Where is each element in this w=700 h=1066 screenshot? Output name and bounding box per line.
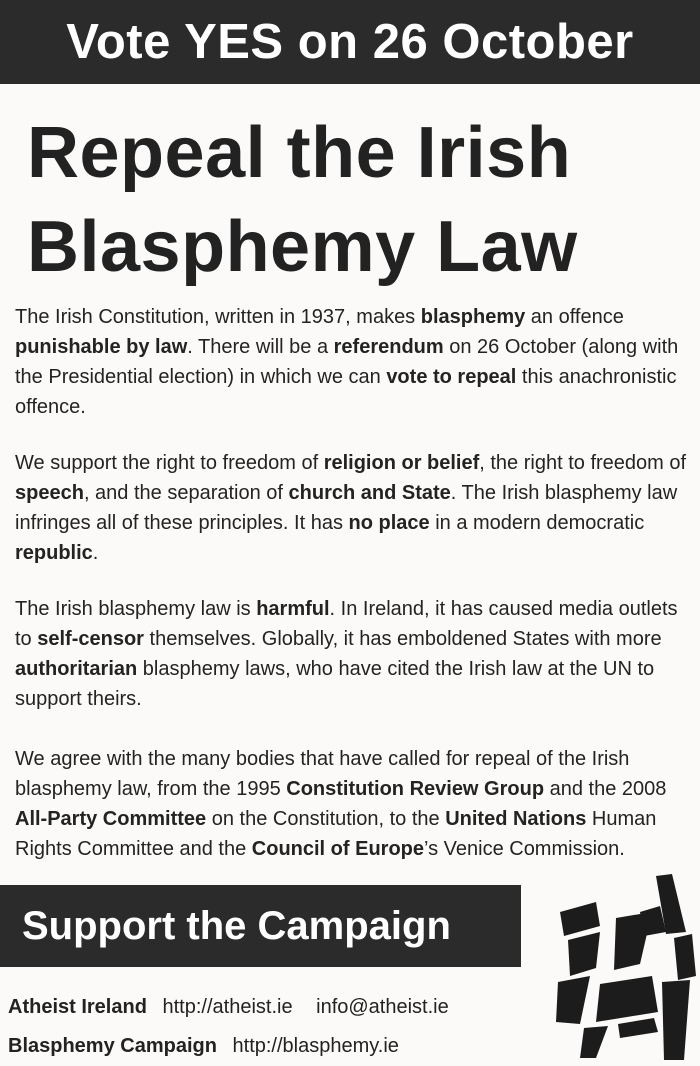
emphasis-text: blasphemy bbox=[420, 306, 526, 328]
emphasis-text: harmful bbox=[256, 598, 330, 620]
paragraph-text: , and the separation of bbox=[83, 482, 289, 504]
body-text bbox=[15, 302, 690, 890]
paragraph-text: on the Constitution, to the bbox=[206, 808, 446, 830]
emphasis-text: United Nations bbox=[445, 808, 587, 830]
emphasis-text: Constitution Review Group bbox=[286, 778, 545, 800]
paragraph-text: We support the right to freedom of bbox=[15, 452, 324, 474]
website-link[interactable]: http://atheist.ie bbox=[162, 996, 293, 1018]
support-banner-text: Support the Campaign bbox=[22, 903, 451, 948]
paragraph-text: We agree with the many bodies that have called for repeal of the Irish blasphemy law, from the 1995 bbox=[15, 748, 630, 800]
atheist-a-logo-icon bbox=[556, 872, 696, 1062]
emphasis-text: punishable by law bbox=[15, 336, 188, 358]
paragraph-text: ’s Venice Commission. bbox=[424, 838, 625, 860]
paragraph-text: . The Irish blasphemy law infringes all of these principles. It has bbox=[15, 482, 678, 534]
emphasis-text: authoritarian bbox=[15, 658, 138, 680]
paragraph-text: an offence bbox=[525, 306, 624, 328]
support-banner bbox=[0, 885, 521, 967]
headline-line-2: Blasphemy Law bbox=[27, 207, 578, 287]
emphasis-text: republic bbox=[15, 542, 93, 564]
page-headline bbox=[27, 106, 687, 294]
org-name: Atheist Ireland bbox=[8, 996, 147, 1018]
contact-line-blasphemy-campaign bbox=[8, 1033, 399, 1059]
vote-banner-text: Vote YES on 26 October bbox=[66, 15, 634, 69]
emphasis-text: church and State bbox=[288, 482, 451, 504]
paragraph bbox=[15, 302, 690, 422]
paragraph-text: this anachronistic offence. bbox=[15, 366, 677, 418]
headline-line-1: Repeal the Irish bbox=[27, 113, 572, 193]
emphasis-text: no place bbox=[348, 512, 430, 534]
paragraph-text: Human Rights Committee and the bbox=[15, 808, 657, 860]
emphasis-text: referendum bbox=[333, 336, 444, 358]
paragraph-text: on 26 October (along with the Presidential election) in which we can bbox=[15, 336, 679, 388]
vote-banner bbox=[0, 0, 700, 84]
paragraph-text: in a modern democratic bbox=[429, 512, 645, 534]
emphasis-text: self-censor bbox=[37, 628, 144, 650]
paragraph-text: and the 2008 bbox=[544, 778, 667, 800]
emphasis-text: speech bbox=[15, 482, 84, 504]
paragraph-text: . bbox=[92, 542, 99, 564]
emphasis-text: vote to repeal bbox=[386, 366, 517, 388]
paragraph bbox=[15, 448, 690, 568]
contact-line-atheist-ireland bbox=[8, 994, 449, 1020]
paragraph bbox=[15, 744, 690, 864]
paragraph-text: blasphemy laws, who have cited the Irish law at the UN to support theirs. bbox=[15, 658, 655, 710]
emphasis-text: All-Party Committee bbox=[15, 808, 207, 830]
paragraph-text: , the right to freedom of bbox=[479, 452, 687, 474]
org-name: Blasphemy Campaign bbox=[8, 1035, 217, 1057]
email-link[interactable]: info@atheist.ie bbox=[316, 996, 449, 1018]
emphasis-text: Council of Europe bbox=[251, 838, 424, 860]
paragraph-text: . There will be a bbox=[187, 336, 334, 358]
emphasis-text: religion or belief bbox=[323, 452, 480, 474]
paragraph bbox=[15, 594, 690, 714]
website-link[interactable]: http://blasphemy.ie bbox=[232, 1035, 399, 1057]
paragraph-text: themselves. Globally, it has emboldened States with more bbox=[143, 628, 662, 650]
paragraph-text: . In Ireland, it has caused media outlets to bbox=[15, 598, 678, 650]
paragraph-text: The Irish blasphemy law is bbox=[15, 598, 257, 620]
paragraph-text: The Irish Constitution, written in 1937, makes bbox=[15, 306, 421, 328]
